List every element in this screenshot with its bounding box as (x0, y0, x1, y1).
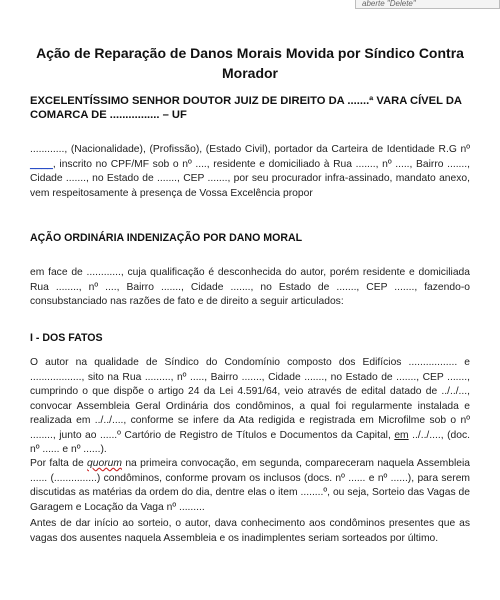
facts-text-2b: na primeira convocação, em segunda, compareceram naquela Assembleia ...... (...............) condôminos, conforme provam os inclusos (docs. nº ...... e nº ......), para serem discutidas as matérias da ordem do dia, dentre elas o item ........º, ou seja, Sorteio das Vagas de Garagem e Locação da Vaga nº ......... (30, 458, 470, 513)
hint-box: aberte "Delete" (355, 0, 500, 9)
facts-paragraph-1 (30, 356, 470, 458)
facts-text-1: O autor na qualidade de Síndico do Condomínio composto dos Edifícios ................. e .................., sito na Rua ........., nº ....., Bairro ......., Cidade ......., no Estado de ......., CEP ......., cumprindo o que dispõe o artigo 24 da Lei 4.591/64, veio através de edital datado de ../../..., convocar Assembleia Geral Ordinária dos condôminos, a qual foi regularmente instalada e realizada em ../../...., conforme se infere da Ata redigida e registrada em Microfilme sob o nº ........, junto ao ......º Cartório de Registro de Títulos e Documentos da Capital, (30, 357, 470, 441)
facts-heading: I - DOS FATOS (30, 332, 103, 344)
addressee: EXCELENTÍSSIMO SENHOR DOUTOR JUIZ DE DIREITO DA .......ª VARA CÍVEL DA COMARCA DE ................ – UF (30, 95, 462, 121)
facts-em-underlined: em (394, 429, 409, 441)
rg-number-link[interactable]: ____ (30, 158, 53, 170)
facts-text-1-end: ../../...., (doc. nº ...... e nº ......). (30, 429, 470, 455)
facts-paragraph-2 (30, 457, 470, 515)
facts-paragraph-3: Antes de dar início ao sorteio, o autor, dava conhecimento aos condôminos presentes que as vagas dos ausentes naquela Assembleia e os inadimplentes seriam sorteados por último. (30, 518, 470, 544)
qualification-paragraph (30, 143, 470, 201)
quorum-term: quorum (87, 458, 122, 469)
qualification-text-1: ............, (Nacionalidade), (Profissão), (Estado Civil), portador da Carteira de Identidade R.G nº (30, 144, 470, 155)
facts-text-2a: Por falta de (30, 458, 88, 469)
action-heading: AÇÃO ORDINÁRIA INDENIZAÇÃO POR DANO MORAL (30, 232, 303, 244)
defendant-paragraph: em face de ............, cuja qualificação é desconhecida do autor, porém residente e domiciliada Rua ........, nº ...., Bairro ......., Cidade ......., no Estado de ......., CEP ......., fazendo-o consubstanciado nas razões de fato e de direito a seguir articulados: (30, 267, 470, 307)
qualification-text-2: , inscrito no CPF/MF sob o nº ...., residente e domiciliado à Rua ......., nº ....., Bairro ......., Cidade ......., no Estado de ......., CEP ......., por seu procurador infra-assinado, mandato anexo, vem respeitosamente à presença de Vossa Excelência propor (30, 158, 470, 199)
document-title: Ação de Reparação de Danos Morais Movida por Síndico Contra Morador (36, 45, 464, 81)
